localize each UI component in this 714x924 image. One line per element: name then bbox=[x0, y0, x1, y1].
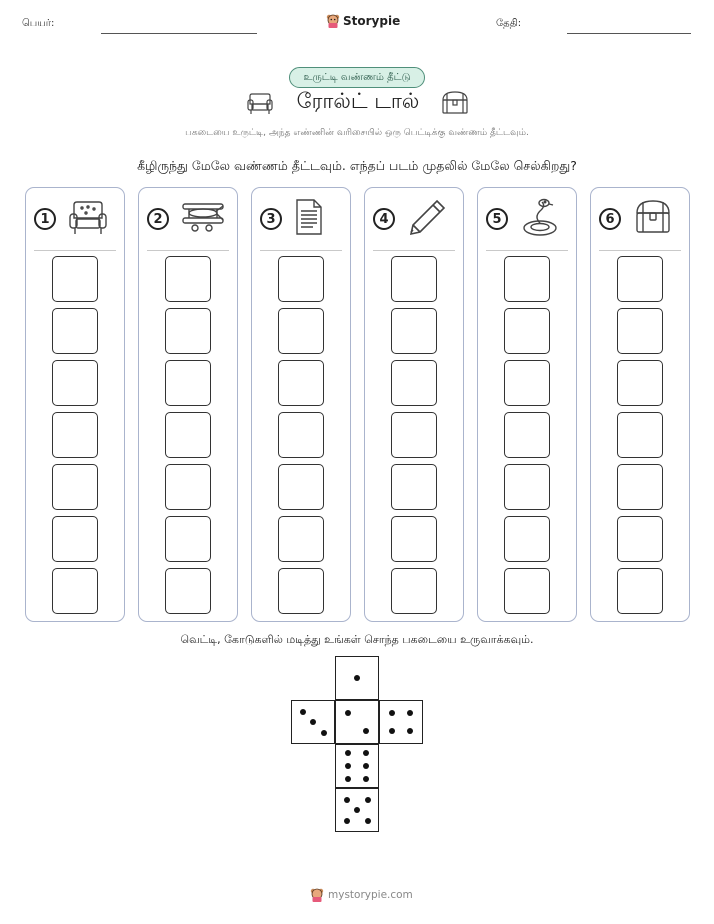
color-box[interactable] bbox=[52, 360, 98, 406]
treasure-chest-icon bbox=[633, 198, 673, 240]
die-pip bbox=[363, 750, 369, 756]
column-number: 6 bbox=[599, 208, 621, 230]
pencil-icon bbox=[407, 198, 447, 242]
color-box[interactable] bbox=[391, 308, 437, 354]
color-box[interactable] bbox=[617, 308, 663, 354]
color-box[interactable] bbox=[504, 256, 550, 302]
color-box[interactable] bbox=[391, 412, 437, 458]
color-box[interactable] bbox=[391, 464, 437, 510]
die-pip bbox=[300, 709, 306, 715]
date-label: தேதி: bbox=[496, 18, 522, 29]
color-box[interactable] bbox=[278, 256, 324, 302]
die-pip bbox=[363, 776, 369, 782]
die-face-5 bbox=[335, 788, 379, 832]
dice-column-2 bbox=[138, 187, 238, 622]
page-title: ரோல்ட் டால் bbox=[296, 89, 420, 113]
column-divider bbox=[599, 250, 681, 251]
color-box[interactable] bbox=[617, 360, 663, 406]
dice-column-6 bbox=[590, 187, 690, 622]
color-box[interactable] bbox=[52, 412, 98, 458]
column-header bbox=[260, 196, 342, 240]
color-box[interactable] bbox=[617, 568, 663, 614]
date-line[interactable] bbox=[567, 33, 691, 34]
treasure-chest-icon bbox=[440, 90, 470, 120]
cut-instruction: வெட்டி, கோடுகளில் மடித்து உங்கள் சொந்த பகடையை உருவாக்கவும். bbox=[180, 633, 534, 646]
name-line[interactable] bbox=[101, 33, 257, 34]
dice-column-5 bbox=[477, 187, 577, 622]
die-pip bbox=[345, 750, 351, 756]
color-box[interactable] bbox=[504, 412, 550, 458]
name-label: பெயர்: bbox=[22, 18, 55, 29]
column-divider bbox=[147, 250, 229, 251]
color-box[interactable] bbox=[165, 464, 211, 510]
snake-icon bbox=[520, 198, 560, 242]
die-pip bbox=[354, 675, 360, 681]
die-pip bbox=[389, 710, 395, 716]
die-pip bbox=[389, 728, 395, 734]
column-divider bbox=[373, 250, 455, 251]
biplane-icon bbox=[181, 198, 225, 236]
color-box[interactable] bbox=[391, 568, 437, 614]
color-box[interactable] bbox=[52, 516, 98, 562]
die-pip bbox=[344, 797, 350, 803]
column-header bbox=[373, 196, 455, 240]
color-box[interactable] bbox=[278, 516, 324, 562]
die-pip bbox=[310, 719, 316, 725]
armchair-icon bbox=[68, 198, 108, 240]
die-pip bbox=[363, 728, 369, 734]
armchair-icon bbox=[246, 90, 274, 120]
die-pip bbox=[365, 797, 371, 803]
color-box[interactable] bbox=[52, 308, 98, 354]
die-face-2 bbox=[335, 700, 379, 744]
column-number: 5 bbox=[486, 208, 508, 230]
color-box[interactable] bbox=[52, 256, 98, 302]
activity-badge: உருட்டி வண்ணம் தீட்டு bbox=[289, 67, 425, 88]
color-box[interactable] bbox=[52, 464, 98, 510]
column-number: 3 bbox=[260, 208, 282, 230]
column-number: 2 bbox=[147, 208, 169, 230]
die-pip bbox=[345, 763, 351, 769]
column-header bbox=[599, 196, 681, 240]
color-box[interactable] bbox=[504, 464, 550, 510]
die-pip bbox=[407, 710, 413, 716]
column-header bbox=[34, 196, 116, 240]
color-box[interactable] bbox=[165, 256, 211, 302]
storypie-mascot-icon bbox=[326, 13, 340, 29]
color-box[interactable] bbox=[504, 516, 550, 562]
color-box[interactable] bbox=[165, 568, 211, 614]
dice-column-3 bbox=[251, 187, 351, 622]
footer bbox=[310, 887, 413, 903]
die-face-1 bbox=[335, 656, 379, 700]
brand-logo bbox=[326, 13, 400, 29]
color-box[interactable] bbox=[278, 568, 324, 614]
color-box[interactable] bbox=[617, 412, 663, 458]
dice-column-4 bbox=[364, 187, 464, 622]
color-box[interactable] bbox=[617, 516, 663, 562]
die-pip bbox=[363, 763, 369, 769]
color-box[interactable] bbox=[504, 568, 550, 614]
color-box[interactable] bbox=[165, 516, 211, 562]
document-icon bbox=[294, 198, 324, 240]
color-box[interactable] bbox=[391, 256, 437, 302]
column-number: 4 bbox=[373, 208, 395, 230]
brand-name: Storypie bbox=[343, 14, 401, 28]
die-pip bbox=[345, 710, 351, 716]
dice-column-1 bbox=[25, 187, 125, 622]
die-pip bbox=[354, 807, 360, 813]
color-box[interactable] bbox=[504, 308, 550, 354]
die-face-6 bbox=[335, 744, 379, 788]
die-face-3 bbox=[291, 700, 335, 744]
die-pip bbox=[365, 818, 371, 824]
footer-url[interactable]: mystorypie.com bbox=[328, 889, 413, 901]
column-divider bbox=[34, 250, 116, 251]
column-header bbox=[486, 196, 568, 240]
die-pip bbox=[407, 728, 413, 734]
storypie-mascot-icon bbox=[310, 887, 324, 903]
color-box[interactable] bbox=[165, 412, 211, 458]
color-box[interactable] bbox=[165, 308, 211, 354]
die-pip bbox=[321, 730, 327, 736]
color-box[interactable] bbox=[278, 308, 324, 354]
coloring-instruction: கீழிருந்து மேலே வண்ணம் தீட்டவும். எந்தப் படம் முதலில் மேலே செல்கிறது? bbox=[137, 158, 577, 173]
color-box[interactable] bbox=[278, 360, 324, 406]
column-header bbox=[147, 196, 229, 240]
die-pip bbox=[345, 776, 351, 782]
column-divider bbox=[486, 250, 568, 251]
color-box[interactable] bbox=[504, 360, 550, 406]
color-box[interactable] bbox=[278, 412, 324, 458]
color-box[interactable] bbox=[617, 256, 663, 302]
color-box[interactable] bbox=[617, 464, 663, 510]
die-face-4 bbox=[379, 700, 423, 744]
column-divider bbox=[260, 250, 342, 251]
column-number: 1 bbox=[34, 208, 56, 230]
color-box[interactable] bbox=[391, 516, 437, 562]
page-subtitle: பகடையை உருட்டி, அந்த எண்ணின் வரிசையில் ஒரு பெட்டிக்கு வண்ணம் தீட்டவும். bbox=[185, 128, 529, 138]
color-box[interactable] bbox=[52, 568, 98, 614]
die-pip bbox=[344, 818, 350, 824]
color-box[interactable] bbox=[165, 360, 211, 406]
color-box[interactable] bbox=[278, 464, 324, 510]
color-box[interactable] bbox=[391, 360, 437, 406]
